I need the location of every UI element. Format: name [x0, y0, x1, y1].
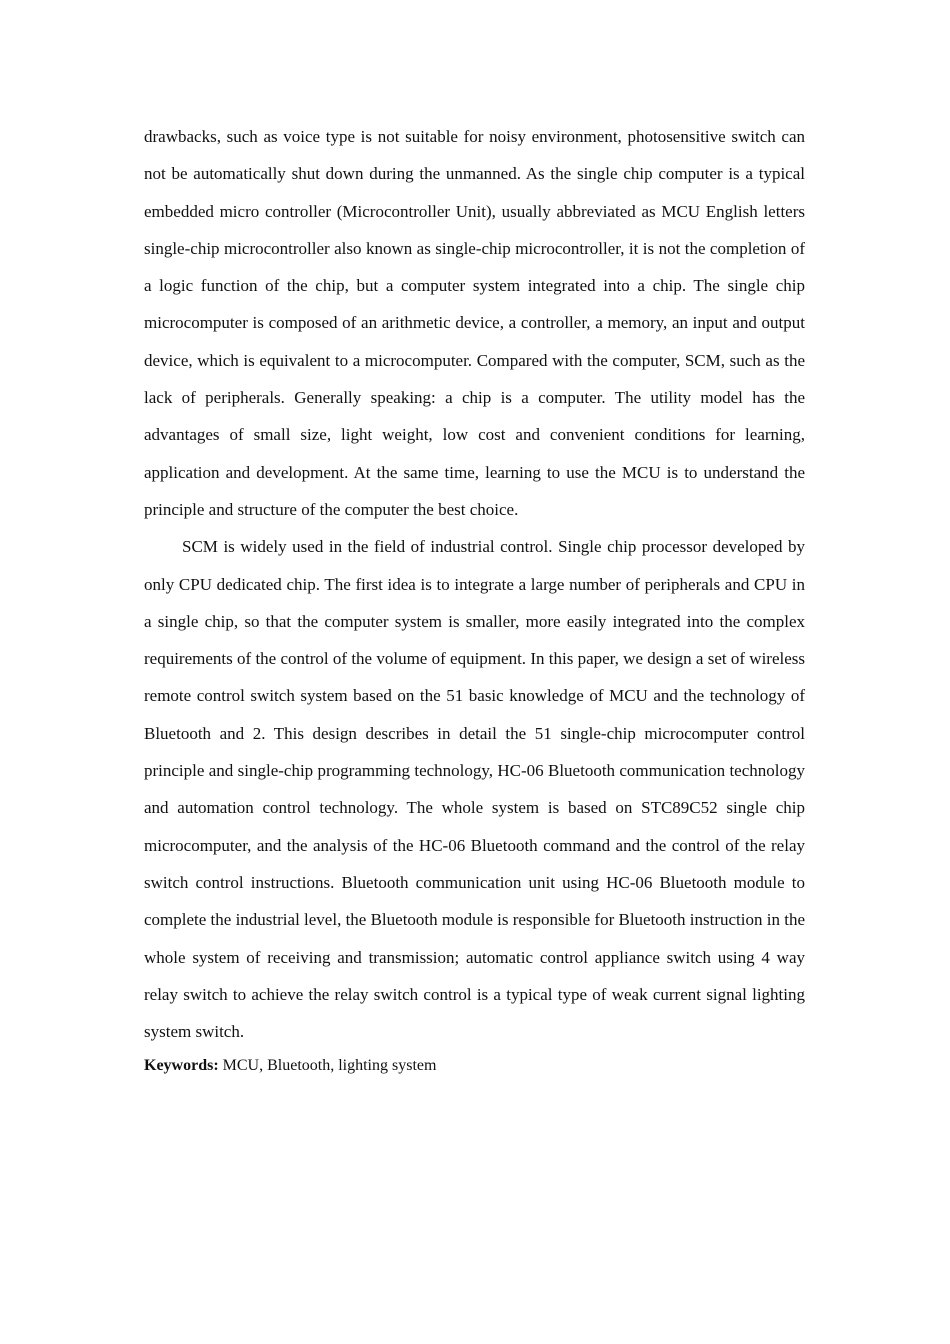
- paragraph-scm: SCM is widely used in the field of industrial control. Single chip processor developed by only CPU dedicated chip. The first idea is to integrate a large number of peripherals and CPU in a single chip, so that the computer system is smaller, more easily integrated into the complex requirements of the control of the volume of equipment. In this paper, we design a set of wireless remote control switch system based on the 51 basic knowledge of MCU and the technology of Bluetooth and 2. This design describes in detail the 51 single-chip microcomputer control principle and single-chip programming technology, HC-06 Bluetooth communication technology and automation control technology. The whole system is based on STC89C52 single chip microcomputer, and the analysis of the HC-06 Bluetooth command and the control of the relay switch control instructions. Bluetooth communication unit using HC-06 Bluetooth module to complete the industrial level, the Bluetooth module is responsible for Bluetooth instruction in the whole system of receiving and transmission; automatic control appliance switch using 4 way relay switch to achieve the relay switch control is a typical type of weak current signal lighting system switch.: [144, 537, 805, 1042]
- keywords-line: [144, 1051, 805, 1081]
- abstract-body: [144, 118, 805, 1081]
- paragraph-continued: drawbacks, such as voice type is not suitable for noisy environment, photosensitive switch can not be automatically shut down during the unmanned. As the single chip computer is a typical embedded micro controller (Microcontroller Unit), usually abbreviated as MCU English letters single-chip microcontroller also known as single-chip microcontroller, it is not the completion of a logic function of the chip, but a computer system integrated into a chip. The single chip microcomputer is composed of an arithmetic device, a controller, a memory, an input and output device, which is equivalent to a microcomputer. Compared with the computer, SCM, such as the lack of peripherals. Generally speaking: a chip is a computer. The utility model has the advantages of small size, light weight, low cost and convenient conditions for learning, application and development. At the same time, learning to use the MCU is to understand the principle and structure of the computer the best choice.: [144, 127, 805, 519]
- keywords-label: Keywords:: [144, 1057, 219, 1075]
- keywords-value: MCU, Bluetooth, lighting system: [222, 1057, 437, 1075]
